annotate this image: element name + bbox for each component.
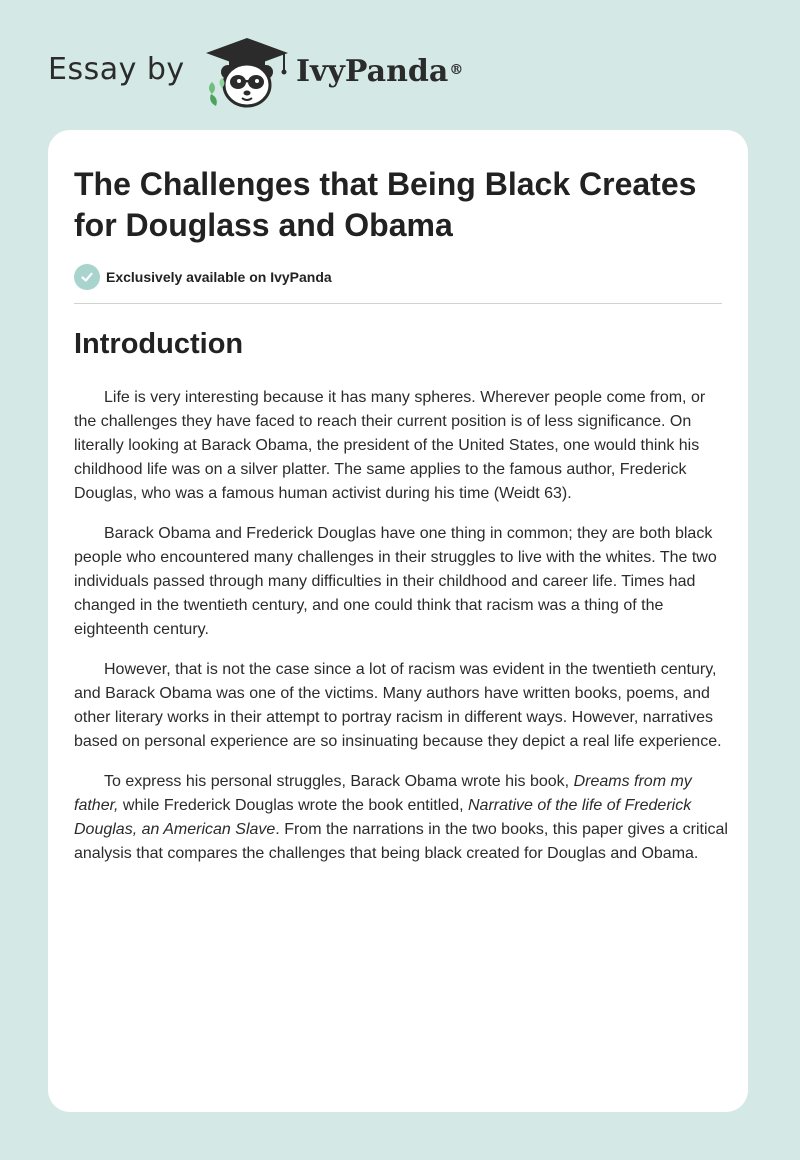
book-title-narrative: Narrative of the life of Frederick Douglas, an American Slave bbox=[74, 797, 692, 838]
paragraph-3: However, that is not the case since a lot of racism was evident in the twentieth century, and Barack Obama was one of the victims. Many authors have written books, poems, and other literary works in their attempt to portray racism in different ways. However, narratives based on personal experience are so insinuating because they depict a real life experience. bbox=[74, 661, 722, 750]
check-icon bbox=[74, 264, 100, 290]
paragraph-4-part-2: while Frederick Douglas wrote the book entitled, bbox=[118, 797, 468, 814]
paragraph-4 bbox=[74, 770, 728, 866]
paragraph-4-part-3: . From the narrations in the two books, this paper gives a critical analysis that compares the challenges that being black created for Douglas and Obama. bbox=[74, 821, 728, 862]
check-mark-glyph bbox=[80, 270, 94, 284]
book-title-dreams: Dreams from my father, bbox=[74, 773, 692, 814]
registered-mark: ® bbox=[449, 62, 464, 78]
divider bbox=[74, 303, 722, 304]
brand-name-text: IvyPanda bbox=[296, 54, 449, 89]
essay-card bbox=[48, 130, 748, 1112]
article-body bbox=[74, 386, 728, 882]
panda-graduate-icon[interactable] bbox=[202, 36, 292, 108]
paragraph-1: Life is very interesting because it has many spheres. Wherever people come from, or the challenges they have faced to reach their current position is of less significance. On literally looking at Barack Obama, the president of the United States, one would think his childhood life was on a silver platter. The same applies to the famous author, Frederick Douglas, who was a famous human activist during his time (Weidt 63). bbox=[74, 389, 706, 502]
paragraph-4-part-1: To express his personal struggles, Barack Obama wrote his book, bbox=[104, 773, 574, 790]
section-heading: Introduction bbox=[74, 328, 244, 360]
exclusive-label: Exclusively available on IvyPanda bbox=[106, 269, 332, 285]
brand-name[interactable] bbox=[296, 54, 463, 90]
essay-by-label: Essay by bbox=[48, 52, 185, 87]
site-header bbox=[0, 0, 800, 120]
exclusive-badge bbox=[74, 264, 332, 290]
paragraph-2: Barack Obama and Frederick Douglas have one thing in common; they are both black people who encountered many challenges in their struggles to live with the whites. The two individuals passed through many difficulties in their childhood and career life. Times had changed in the twentieth century, and one could think that racism was a thing of the eighteenth century. bbox=[74, 525, 717, 638]
page-title: The Challenges that Being Black Creates for Douglass and Obama bbox=[74, 166, 697, 243]
